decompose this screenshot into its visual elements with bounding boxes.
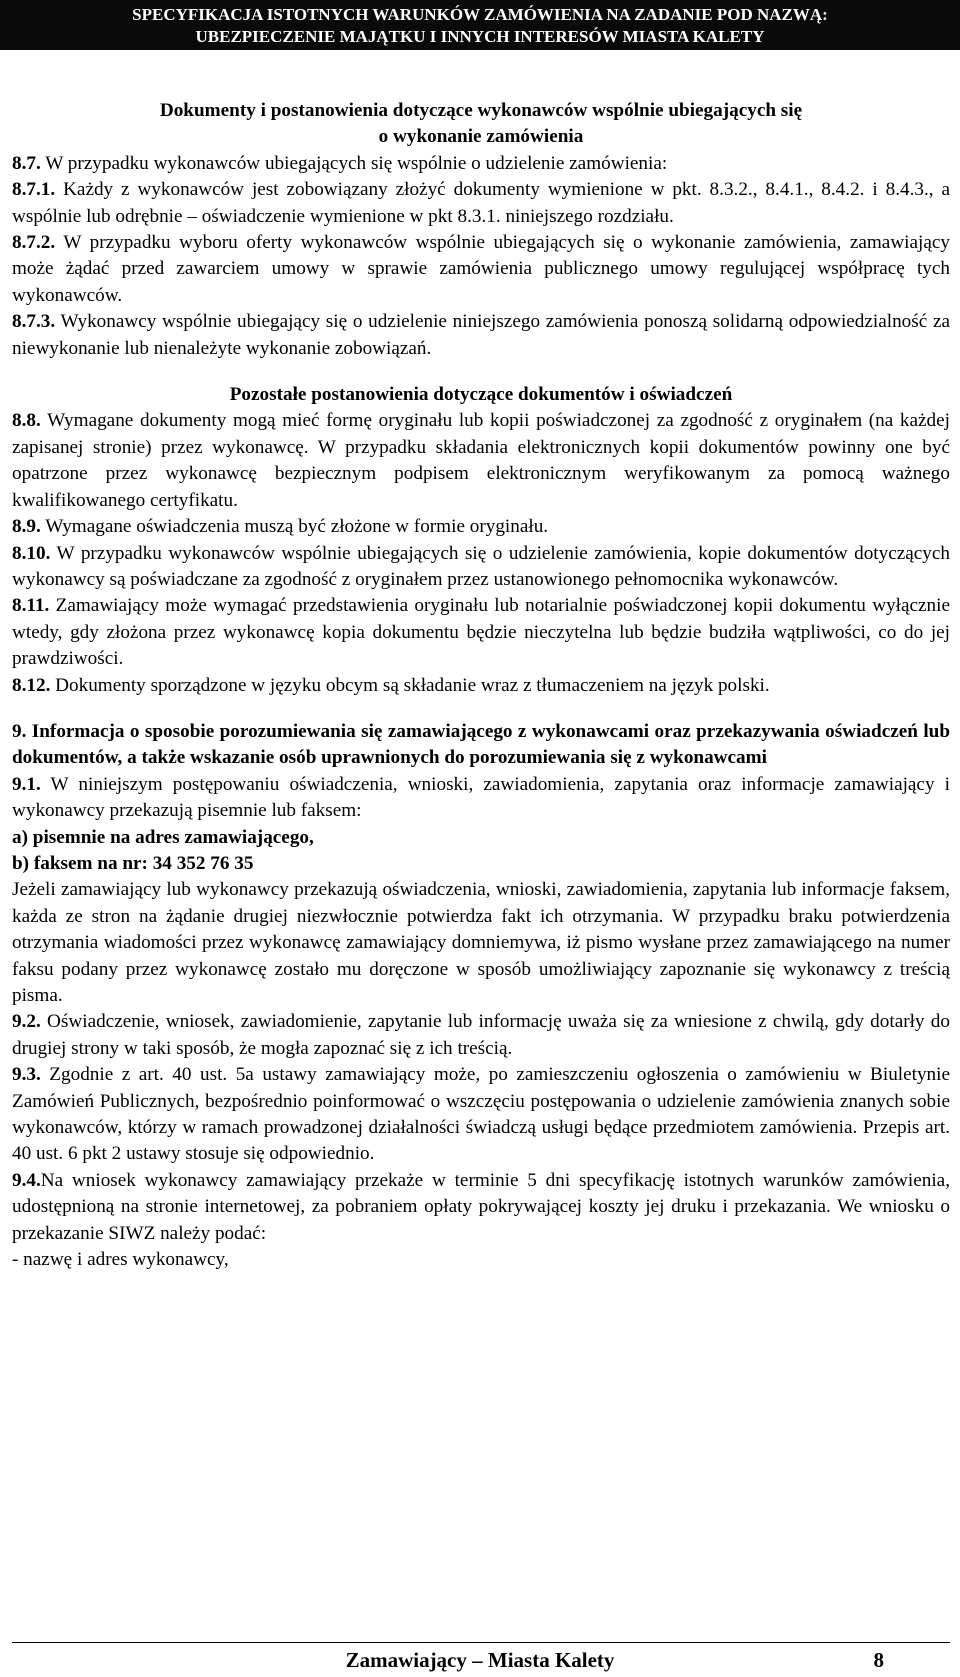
paragraph-number: 8.7. [12, 152, 41, 174]
paragraph-text: Oświadczenie, wniosek, zawiadomienie, zapytanie lub informację uważa się za wniesione z chwilą, gdy dotarły do drugiej strony w taki sposób, że mogła zapoznać się z ich treścią. [12, 1011, 950, 1059]
paragraph-text: Wykonawcy wspólnie ubiegający się o udzielenie niniejszego zamówienia ponoszą solidarną odpowiedzialność za niewykonanie lub nienależyte wykonanie zobowiązań. [12, 311, 950, 359]
paragraph-number: 8.9. [12, 516, 41, 538]
chapter-9-heading: 9. Informacja o sposobie porozumiewania się zamawiającego z wykonawcami oraz przekazywania oświadczeń lub dokumentów, a także wskazanie osób uprawnionych do porozumiewania się z wykonawcami [12, 720, 950, 769]
section-heading: Pozostałe postanowienia dotyczące dokumentów i oświadczeń [229, 384, 733, 406]
paragraph-number: 8.12. [12, 674, 51, 696]
paragraph-text: Wymagane oświadczenia muszą być złożone w formie oryginału. [40, 516, 549, 538]
paragraph-number: 9.2. [12, 1011, 41, 1033]
paragraph-number: 8.8. [12, 410, 41, 432]
heading-line-2: o wykonanie zamówienia [378, 126, 584, 148]
paragraph-8-8 [12, 408, 950, 514]
paragraph-number: 9.4. [12, 1169, 41, 1191]
spacer [12, 362, 950, 382]
paragraph-9-4 [12, 1168, 950, 1247]
paragraph-text: Każdy z wykonawców jest zobowiązany złożyć dokumenty wymienione w pkt. 8.3.2., 8.4.1., 8.4.2. i 8.4.3., a wspólnie lub odrębnie – oświadczenie wymienione w pkt 8.3.1. niniejszego rozdziału. [12, 179, 950, 227]
paragraph-8-7 [12, 151, 950, 177]
paragraph-9-2 [12, 1009, 950, 1062]
section-heading [12, 98, 950, 151]
paragraph-text: W przypadku wykonawców wspólnie ubiegających się o udzielenie zamówienia, kopie dokumentów dotyczących wykonawcy są poświadczane za zgodność z oryginałem przez ustanowionego pełnomocnika wykonawców. [12, 542, 950, 590]
spacer [12, 699, 950, 719]
footer-title: Zamawiający – Miasta Kalety [345, 1648, 615, 1672]
paragraph-8-7-1 [12, 177, 950, 230]
paragraph-text: Zamawiający może wymagać przedstawienia oryginału lub notarialnie poświadczonej kopii dokumentu wyłącznie wtedy, gdy złożona przez wykonawcę kopia dokumentu będzie nieczytelna lub będzie budziła wątpliwości, co do jej prawdziwości. [12, 595, 950, 670]
header-line-1: SPECYFIKACJA ISTOTNYCH WARUNKÓW ZAMÓWIENIA NA ZADANIE POD NAZWĄ: [132, 5, 828, 24]
paragraph-8-10 [12, 541, 950, 594]
paragraph-text: W niniejszym postępowaniu oświadczenia, wnioski, zawiadomienia, zapytania oraz informacje zamawiający i wykonawcy przekazują pisemnie lub faksem: [12, 773, 950, 822]
page-number: 8 [873, 1648, 884, 1672]
page-footer [0, 1642, 960, 1677]
paragraph-8-7-3 [12, 309, 950, 362]
paragraph-number: 8.10. [12, 542, 51, 564]
paragraph-number: 8.7.2. [12, 232, 56, 254]
paragraph-text: Na wniosek wykonawcy zamawiający przekaże w terminie 5 dni specyfikację istotnych warunków zamówienia, udostępnioną na stronie internetowej, za pobraniem opłaty pokrywającej koszty jej druku i przekazania. We wniosku o przekazanie SIWZ należy podać: [12, 1169, 950, 1244]
paragraph-8-12 [12, 673, 950, 699]
paragraph-8-9 [12, 514, 950, 540]
list-item-a: a) pisemnie na adres zamawiającego, [12, 826, 314, 848]
heading-line-1: Dokumenty i postanowienia dotyczące wykonawców wspólnie ubiegających się [159, 100, 803, 121]
paragraph-text: W przypadku wykonawców ubiegających się wspólnie o udzielenie zamówienia: [40, 152, 668, 174]
paragraph-9-1 [12, 772, 950, 825]
paragraph-9-1-continued: Jeżeli zamawiający lub wykonawcy przekazują oświadczenia, wnioski, zawiadomienia, zapytania lub informacje faksem, każda ze stron na żądanie drugiej niezwłocznie potwierdza fakt ich otrzymania. W przypadku braku potwierdzenia otrzymania wiadomości przez wykonawcę zamawiający domniemywa, iż pismo wysłane przez zamawiającego na numer faksu podany przez wykonawcę zostało mu doręczone w sposób umożliwiający zapoznanie się wykonawcy z treścią pisma. [12, 879, 950, 1006]
paragraph-9-3 [12, 1062, 950, 1168]
list-item-b: b) faksem na nr: 34 352 76 35 [12, 852, 254, 874]
paragraph-number: 9.1. [12, 773, 41, 795]
paragraph-8-7-2 [12, 230, 950, 309]
paragraph-text: Dokumenty sporządzone w języku obcym są składanie wraz z tłumaczeniem na język polski. [50, 674, 770, 696]
list-item-dash: - nazwę i adres wykonawcy, [12, 1249, 229, 1271]
paragraph-number: 8.7.3. [12, 311, 56, 333]
page-body [12, 98, 950, 1273]
paragraph-number: 9.3. [12, 1064, 41, 1086]
paragraph-text: Wymagane dokumenty mogą mieć formę oryginału lub kopii poświadczonej za zgodność z oryginałem (na każdej zapisanej stronie) przez wykonawcę. W przypadku składania elektronicznych kopii dokumentów powinny one być opatrzone przez wykonawcę bezpiecznym podpisem elektronicznym weryfikowanym za pomocą ważnego kwalifikowanego certyfikatu. [12, 410, 950, 511]
header-line-2: UBEZPIECZENIE MAJĄTKU I INNYCH INTERESÓW MIASTA KALETY [195, 27, 765, 46]
paragraph-text: Zgodnie z art. 40 ust. 5a ustawy zamawiający może, po zamieszczeniu ogłoszenia o zamówieniu w Biuletynie Zamówień Publicznych, bezpośrednio poinformować o wszczęciu postępowania o udzielenie zamówienia znanych sobie wykonawców, którzy w ramach prowadzonej działalności świadczą usługi będące przedmiotem zamówienia. Przepis art. 40 ust. 6 pkt 2 ustawy stosuje się odpowiednio. [12, 1064, 950, 1165]
paragraph-text: W przypadku wyboru oferty wykonawców wspólnie ubiegających się o wykonanie zamówienia, zamawiający może żądać przed zawarciem umowy w sprawie zamówienia publicznego umowy regulującej współpracę tych wykonawców. [12, 232, 950, 306]
footer-rule [12, 1642, 950, 1643]
paragraph-number: 8.7.1. [12, 179, 56, 201]
paragraph-8-11 [12, 593, 950, 672]
paragraph-number: 8.11. [12, 595, 50, 617]
document-header [0, 0, 960, 50]
